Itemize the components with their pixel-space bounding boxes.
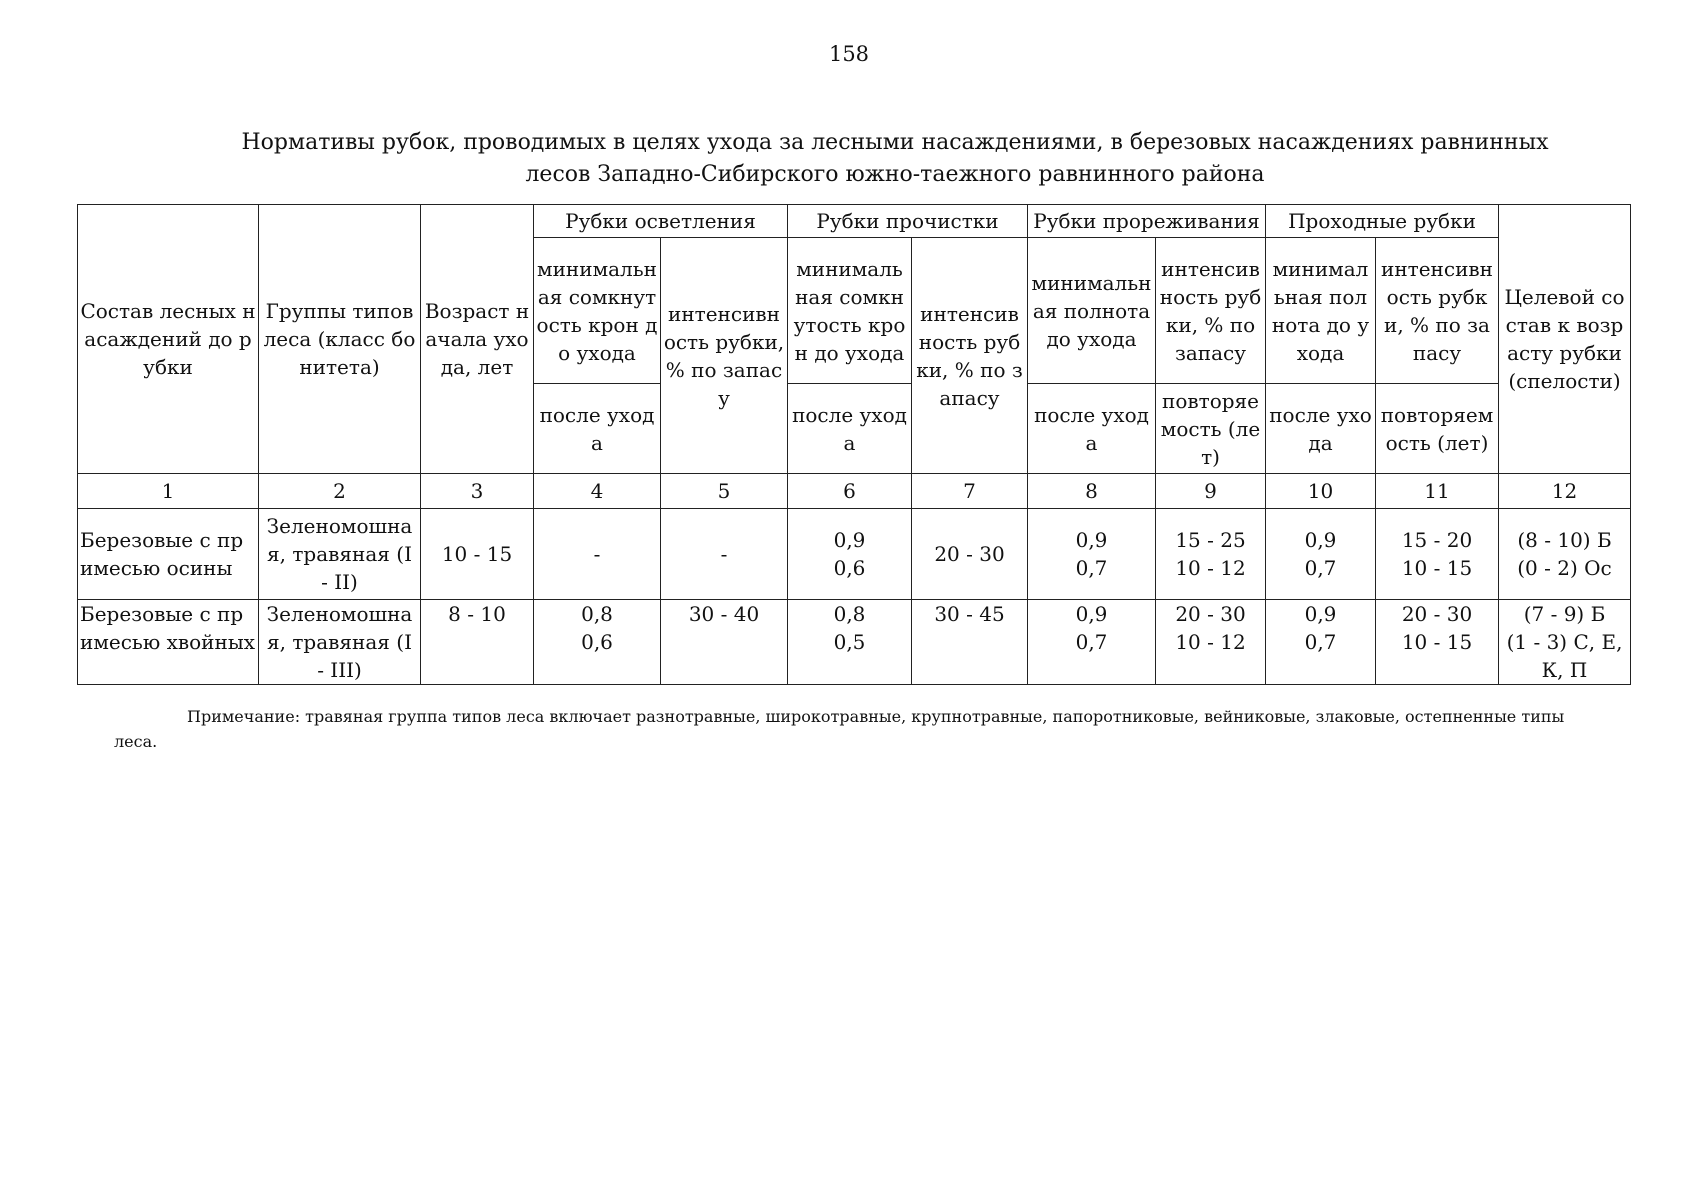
cell-pro-int: 30 - 45 [912,600,1028,685]
norms-table [77,204,1631,685]
header-osv-min: минимальная сомкнутость крон до ухода [534,238,661,384]
column-number: 6 [788,474,912,509]
cell-prr-int [1156,509,1266,600]
column-number: 9 [1156,474,1266,509]
cell-start-age: 10 - 15 [421,509,534,600]
header-osv-after: после ухода [534,384,661,474]
header-composition: Состав лесных насаждений до рубки [78,205,259,474]
cell-prr-after-value: 0,7 [1075,630,1108,654]
cell-composition: Березовые с примесью осины [78,509,259,600]
cell-prh-int [1376,509,1499,600]
header-osv-int: интенсивность рубки, % по запасу [661,238,788,474]
page-number: 158 [828,42,870,66]
cell-target [1499,509,1631,600]
cell-osv-int: - [661,509,788,600]
column-number: 8 [1028,474,1156,509]
cell-osv-min-value: - [593,542,601,566]
cell-osv-after-value: 0,6 [581,630,613,654]
cell-target-main: (8 - 10) Б [1517,528,1612,552]
table-title-line-1: Нормативы рубок, проводимых в целях ухода за лесными насаждениями, в березовых насаждениях равнинных [241,130,1549,155]
header-group-prorezhivaniya: Рубки прореживания [1028,205,1266,238]
header-prr-rep: повторяемость (лет) [1156,384,1266,474]
cell-prh-after-value: 0,7 [1304,630,1337,654]
table-row [78,509,1631,600]
cell-prh-min-value: 0,9 [1304,528,1337,552]
header-prr-int: интенсивность рубки, % по запасу [1156,238,1266,384]
column-number: 2 [259,474,421,509]
header-prh-min: минимальная полнота до ухода [1266,238,1376,384]
cell-pro-min-value: 0,8 [833,602,866,626]
cell-prr-min [1028,509,1156,600]
header-group-prokhodnye: Проходные рубки [1266,205,1499,238]
cell-prr-int-value: 15 - 25 [1175,528,1246,552]
header-pro-min: минимальная сомкнутость крон до ухода [788,238,912,384]
cell-prr-min-value: 0,9 [1075,602,1108,626]
table-note: Примечание: травяная группа типов леса включает разнотравные, широкотравные, крупнотравные, папоротниковые, вейниковые, злаковые, остепненные типы леса. [114,707,1565,751]
header-prr-min: минимальная полнота до ухода [1028,238,1156,384]
cell-pro-after-value: 0,6 [833,556,866,580]
column-number-row [78,474,1631,509]
cell-prh-min-value: 0,9 [1304,602,1337,626]
cell-prr-min-value: 0,9 [1075,528,1108,552]
column-number: 11 [1376,474,1499,509]
table-row [78,600,1631,685]
header-prh-rep: повторяемость (лет) [1376,384,1499,474]
cell-pro-min-value: 0,9 [833,528,866,552]
cell-osv-min [534,509,661,600]
header-start-age: Возраст начала ухода, лет [421,205,534,474]
column-number: 3 [421,474,534,509]
column-number: 10 [1266,474,1376,509]
cell-pro-min [788,600,912,685]
table-title-line-2: лесов Западно-Сибирского южно-таежного равнинного района [525,162,1265,187]
cell-prh-min [1266,600,1376,685]
header-forest-types: Группы типов леса (класс бонитета) [259,205,421,474]
cell-prh-min [1266,509,1376,600]
column-number: 5 [661,474,788,509]
header-group-osvetleniya: Рубки осветления [534,205,788,238]
cell-target-main: (7 - 9) Б [1523,602,1606,626]
header-group-prochistki: Рубки прочистки [788,205,1028,238]
header-prr-after: после ухода [1028,384,1156,474]
column-number: 7 [912,474,1028,509]
header-prh-after: после ухода [1266,384,1376,474]
table-title [215,127,1575,191]
cell-target [1499,600,1631,685]
cell-prr-rep-value: 10 - 12 [1175,630,1246,654]
header-row-groups [78,205,1631,238]
cell-pro-min [788,509,912,600]
cell-target-admixture: (1 - 3) С, Е, К, П [1506,630,1623,682]
header-prh-int: интенсивность рубки, % по запасу [1376,238,1499,384]
cell-osv-int: 30 - 40 [661,600,788,685]
cell-prh-after-value: 0,7 [1304,556,1337,580]
cell-prr-int-value: 20 - 30 [1175,602,1246,626]
cell-osv-min-value: 0,8 [581,602,613,626]
cell-prr-rep-value: 10 - 12 [1175,556,1246,580]
column-number: 12 [1499,474,1631,509]
cell-start-age: 8 - 10 [421,600,534,685]
cell-prh-rep-value: 10 - 15 [1401,630,1473,654]
cell-prh-int-value: 15 - 20 [1401,528,1473,552]
cell-forest-types: Зеленомошная, травяная (I - III) [259,600,421,685]
cell-target-admixture: (0 - 2) Ос [1517,556,1612,580]
cell-osv-min [534,600,661,685]
column-number: 4 [534,474,661,509]
header-target-composition: Целевой состав к возрасту рубки (спелости) [1499,205,1631,474]
header-pro-after: после ухода [788,384,912,474]
cell-prh-rep-value: 10 - 15 [1401,556,1473,580]
cell-composition: Березовые с примесью хвойных [78,600,259,685]
cell-pro-int: 20 - 30 [912,509,1028,600]
column-number: 1 [78,474,259,509]
cell-pro-after-value: 0,5 [833,630,866,654]
cell-prr-after-value: 0,7 [1075,556,1108,580]
header-pro-int: интенсивность рубки, % по запасу [912,238,1028,474]
cell-prh-int [1376,600,1499,685]
cell-prr-min [1028,600,1156,685]
cell-forest-types: Зеленомошная, травяная (I - II) [259,509,421,600]
cell-prh-int-value: 20 - 30 [1401,602,1473,626]
cell-prr-int [1156,600,1266,685]
